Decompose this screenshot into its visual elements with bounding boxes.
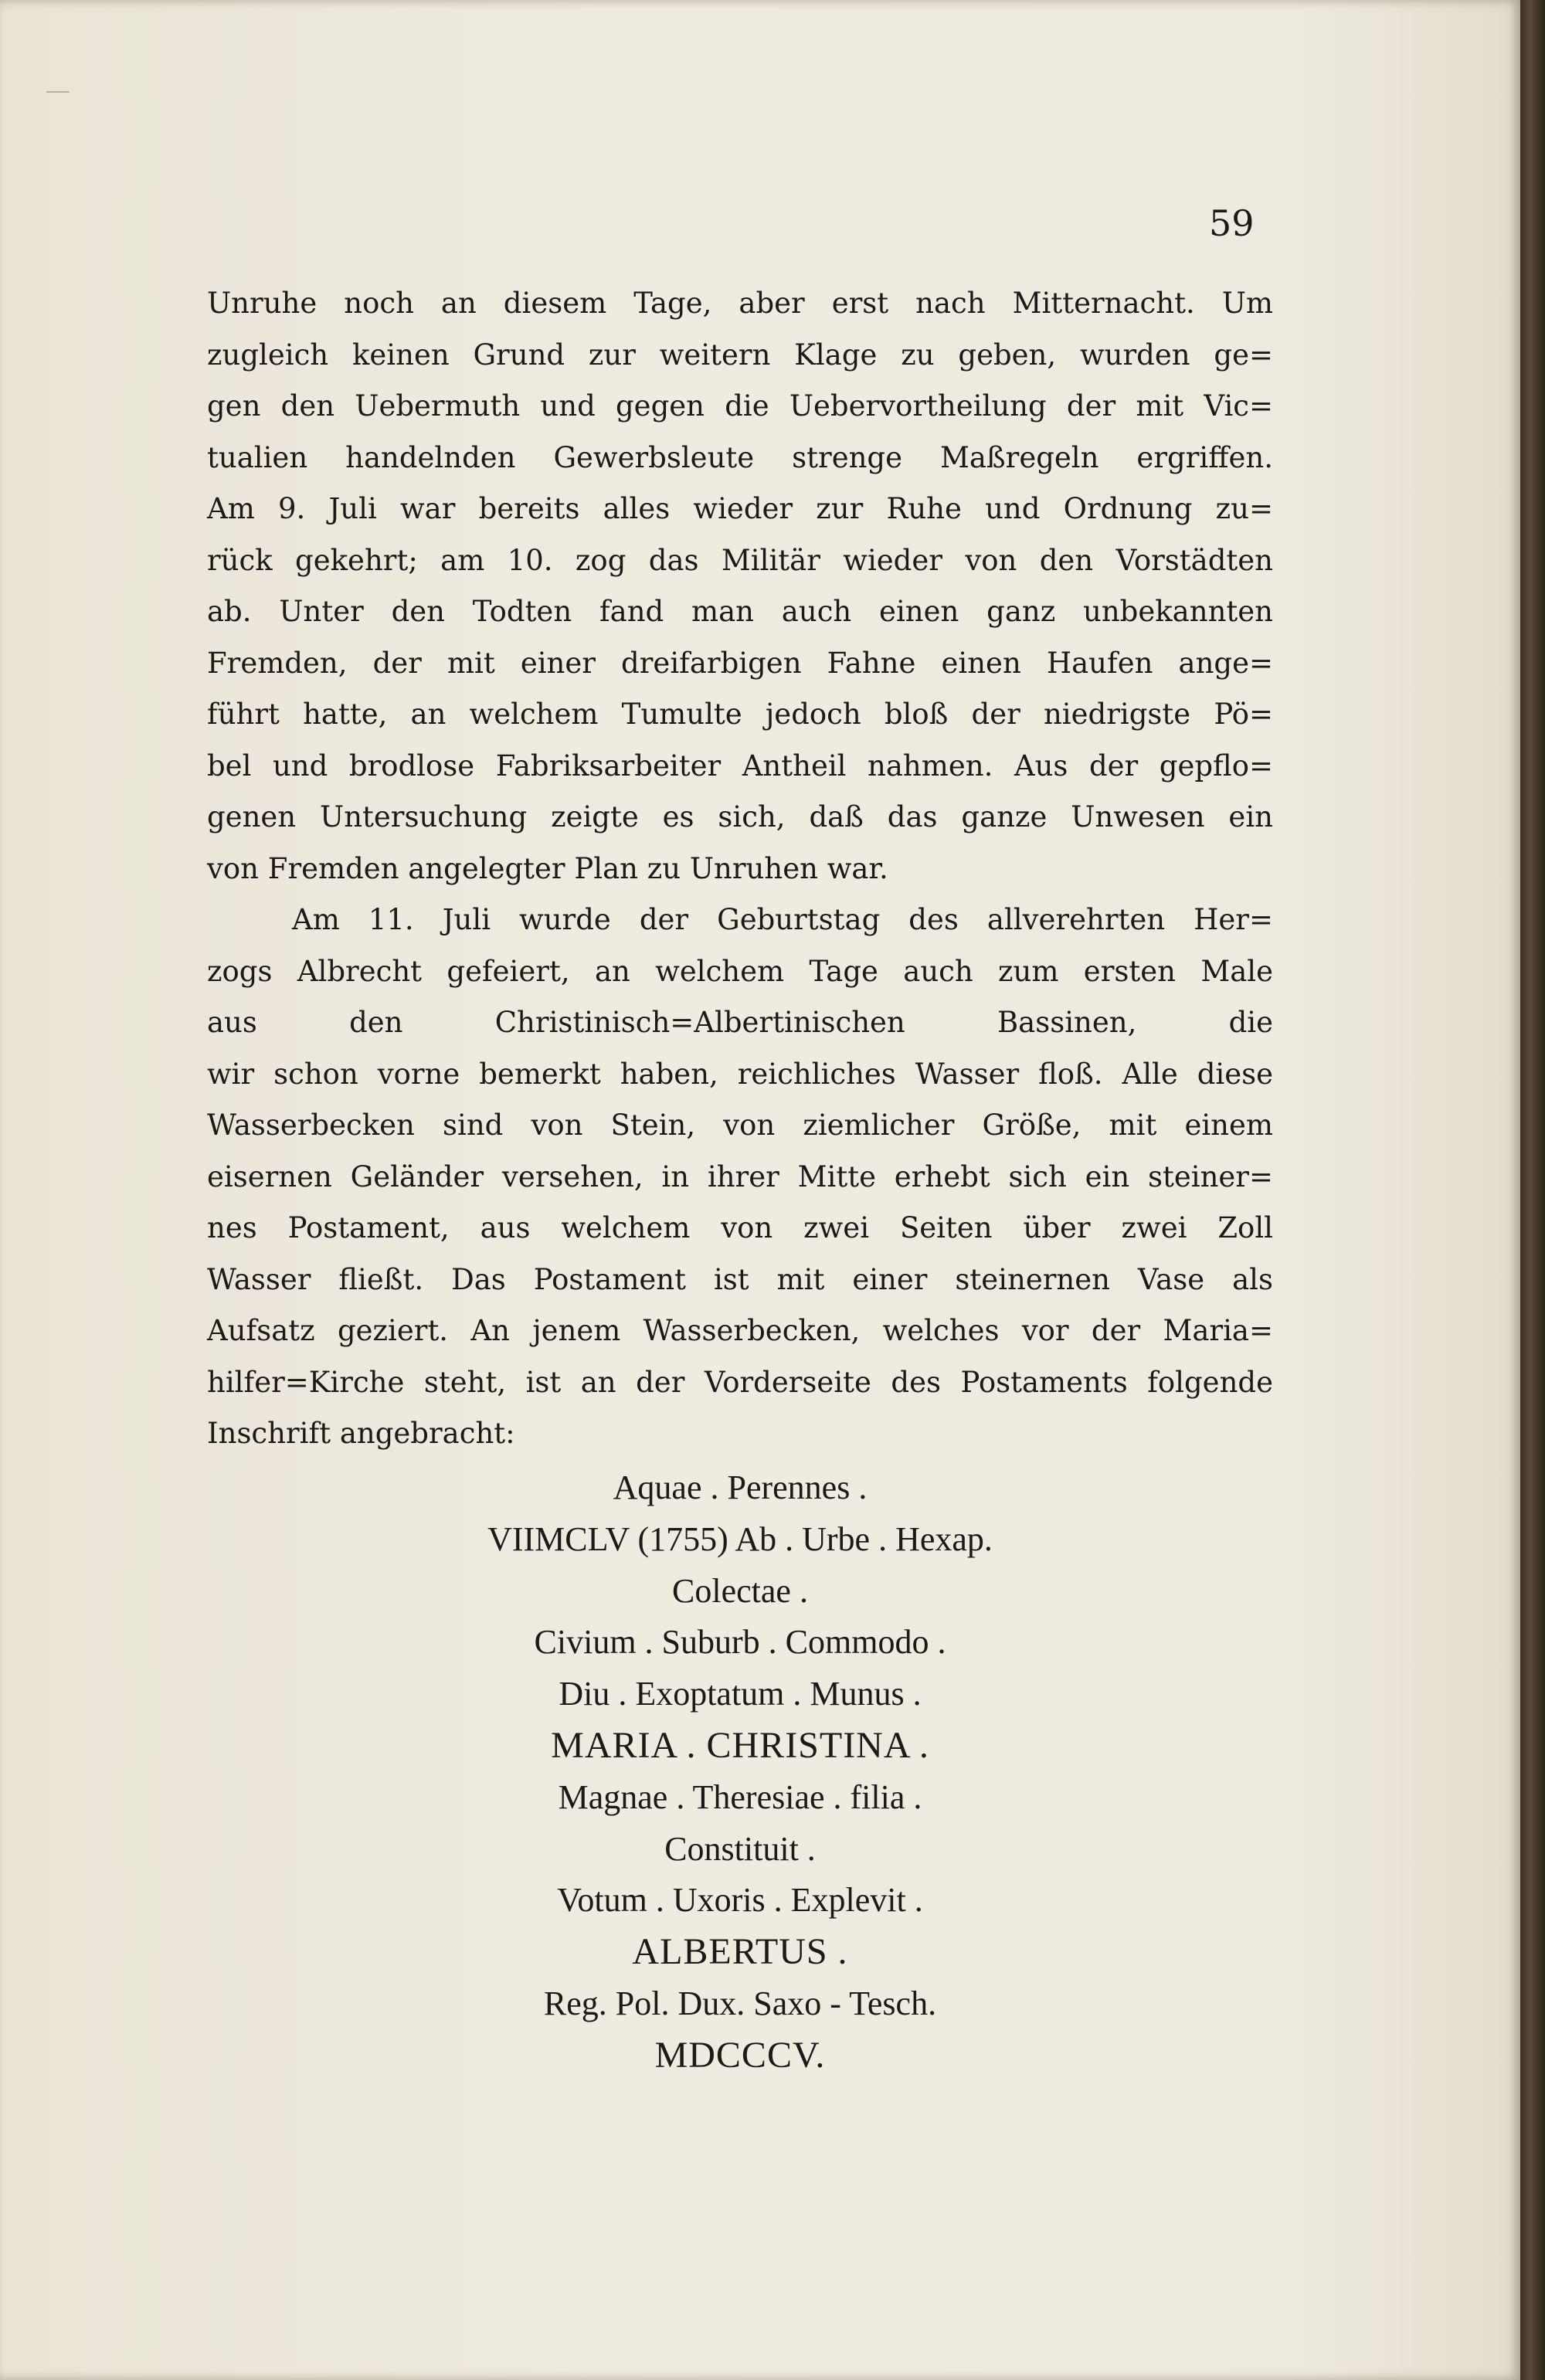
text-line: Aufsatz geziert. An jenem Wasserbecken, welches vor der Maria= [207,1314,1273,1347]
text-line: rück gekehrt; am 10. zog das Militär wieder von den Vorstädten [207,543,1273,577]
text-line: Wasserbecken sind von Stein, von ziemlicher Größe, mit einem [207,1109,1273,1142]
text-line: gen den Uebermuth und gegen die Uebervortheilung der mit Vic= [207,389,1273,423]
inscription-line: Colectae . [672,1571,808,1610]
text-line: Unruhe noch an diesem Tage, aber erst nach Mitternacht. Um [207,287,1273,320]
inscription-block [207,1462,1273,2082]
inscription-line: Reg. Pol. Dux. Saxo - Tesch. [543,1984,937,2022]
text-line: Fremden, der mit einer dreifarbigen Fahne einen Haufen ange= [207,646,1273,680]
text-line: von Fremden angelegter Plan zu Unruhen war. [207,851,888,885]
text-line: zogs Albrecht gefeiert, an welchem Tage auch zum ersten Male [207,954,1273,988]
inscription-line: Aquae . Perennes . [613,1468,868,1506]
text-line: genen Untersuchung zeigte es sich, daß das ganze Unwesen ein [207,800,1273,834]
inscription-line: Votum . Uxoris . Explevit . [557,1881,923,1920]
text-line: Wasser fließt. Das Postament ist mit einer steinernen Vase als [207,1262,1273,1296]
text-line: führt hatte, an welchem Tumulte jedoch bloß der niedrigste Pö= [207,698,1273,731]
paragraph-start-line: Am 11. Juli wurde der Geburtstag des allverehrten Her= [292,903,1273,936]
book-spine [1520,0,1545,2380]
body-text [207,278,1273,1460]
text-line: zugleich keinen Grund zur weitern Klage zu geben, wurden ge= [207,338,1273,372]
inscription-line: ALBERTUS . [632,1931,848,1973]
text-line: wir schon vorne bemerkt haben, reichliches Wasser floß. Alle diese [207,1057,1273,1091]
text-line: bel und brodlose Fabriksarbeiter Antheil nahmen. Aus der gepflo= [207,749,1273,783]
text-line: ab. Unter den Todten fand man auch einen ganz unbekannten [207,595,1273,628]
inscription-line: MARIA . CHRISTINA . [551,1724,929,1766]
text-line: eisernen Geländer versehen, in ihrer Mitte erhebt sich ein steiner= [207,1159,1273,1193]
inscription-line: Constituit . [664,1829,816,1868]
text-line: tualien handelnden Gewerbsleute strenge Maßregeln ergriffen. [207,440,1273,474]
inscription-line: Civium . Suburb . Commodo . [534,1623,946,1662]
inscription-line: VIIMCLV (1755) Ab . Urbe . Hexap. [487,1519,993,1558]
inscription-line: Diu . Exoptatum . Munus . [559,1675,922,1713]
text-line: Inschrift angebracht: [207,1417,515,1450]
text-line: Am 9. Juli war bereits alles wieder zur Ruhe und Ordnung zu= [207,492,1273,525]
page-number: 59 [1209,202,1255,244]
margin-mark [46,91,70,93]
inscription-line: Magnae . Theresiae . filia . [558,1777,922,1816]
text-line: nes Postament, aus welchem von zwei Seiten über zwei Zoll [207,1211,1273,1244]
text-line: aus den Christinisch=Albertinischen Bassinen, die [207,1006,1273,1039]
text-line: hilfer=Kirche steht, ist an der Vorderseite des Postaments folgende [207,1365,1273,1399]
inscription-line: MDCCCV. [654,2034,826,2076]
